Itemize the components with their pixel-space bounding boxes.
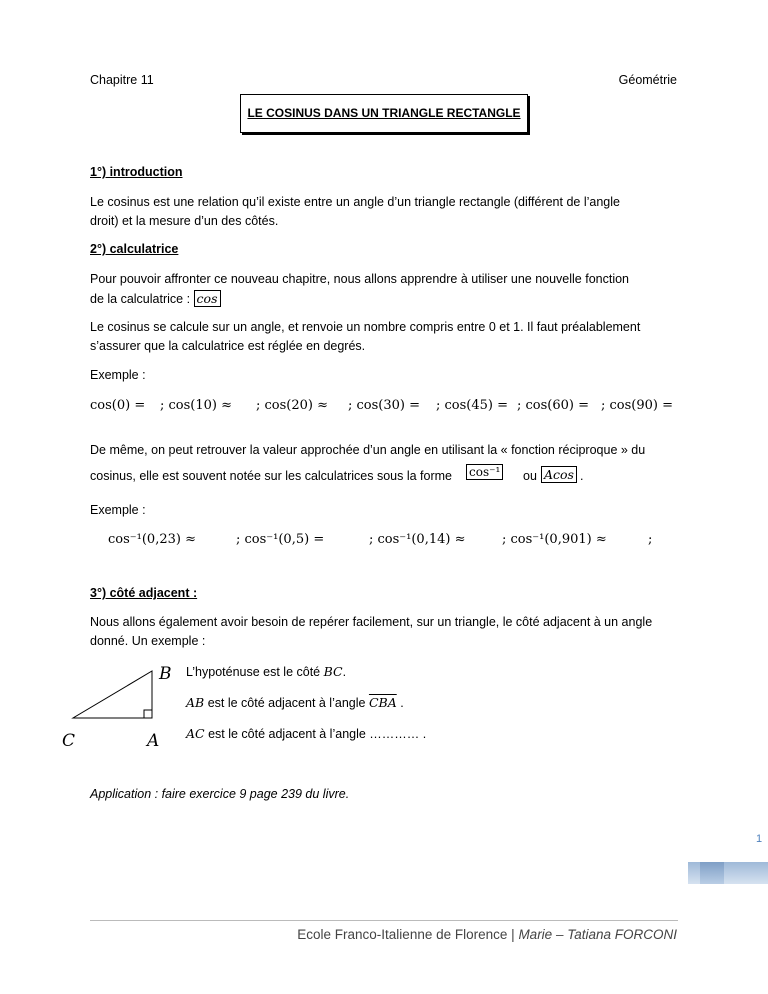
cos-example-10: ; cos(10) ≈ [160,398,233,413]
triangle-shape [73,671,152,718]
acos-example-end: ; [648,532,653,547]
acos-example-023: cos⁻¹(0,23) ≈ [108,532,196,547]
hypotenuse-line [186,664,346,679]
ab-end: . [400,696,404,710]
footer-divider [90,920,678,921]
footer-school: Ecole Franco-Italienne de Florence [297,927,508,942]
subject-label: Géométrie [618,73,677,87]
page-title: LE COSINUS DANS UN TRIANGLE RECTANGLE [247,106,521,120]
title-box [240,94,528,133]
page-tab-shadow [700,862,724,884]
chapter-label: Chapitre 11 [90,73,154,87]
example-label-1: Exemple : [90,368,146,382]
section2-p3-line2: cosinus, elle est souvent notée sur les calculatrices sous la forme [90,469,452,483]
triangle-diagram [60,656,180,748]
ab-side: AB [186,695,205,710]
section2-paragraph2 [90,318,680,356]
cos-example-20: ; cos(20) ≈ [256,398,329,413]
acos-example-014: ; cos⁻¹(0,14) ≈ [369,532,466,547]
section1-line2: droit) et la mesure d’un des côtés. [90,214,279,228]
section2-p1-line2: de la calculatrice : [90,292,191,306]
page-number: 1 [756,833,763,845]
cos-example-30: ; cos(30) = [348,398,421,413]
ab-angle: $\overline{CBA}$ [368,695,397,710]
cos-example-45: ; cos(45) = [436,398,509,413]
section3-heading: 3°) côté adjacent : [90,586,198,600]
hypotenuse-end: . [342,665,347,679]
acos-key: Acos [541,466,577,483]
section1-line1: Le cosinus est une relation qu’il existe entre un angle d’un triangle rectangle (différent de l’angle [90,195,620,209]
cos-key: cos [194,290,221,307]
ac-line [186,726,426,741]
section3-text [90,613,680,651]
ab-text: est le côté adjacent à l’angle [207,696,366,710]
footer-author: Marie – Tatiana FORCONI [518,927,677,942]
section2-heading: 2°) calculatrice [90,242,179,256]
ac-side: AC [186,726,205,741]
footer [297,927,677,942]
cos-example-0: cos(0) = [90,398,146,413]
example-label-2: Exemple : [90,503,146,517]
section3-line2: donné. Un exemple : [90,634,206,648]
cos-example-90: ; cos(90) = [601,398,674,413]
ab-line [186,695,404,710]
section1-heading: 1°) introduction [90,165,183,179]
application-note: Application : faire exercice 9 page 239 du livre. [90,787,350,801]
section1-text [90,193,680,231]
section2-paragraph1 [90,270,680,309]
section2-p2-line1: Le cosinus se calcule sur un angle, et renvoie un nombre compris entre 0 et 1. Il faut préalablement [90,320,641,334]
acos-example-0901: ; cos⁻¹(0,901) ≈ [502,532,607,547]
or-word: ou [523,469,537,483]
period: . [580,469,584,483]
footer-separator: | [511,927,515,942]
acos-example-05: ; cos⁻¹(0,5) = [236,532,325,547]
section2-p1-line1: Pour pouvoir affronter ce nouveau chapitre, nous allons apprendre à utiliser une nouvelle fonction [90,272,630,286]
inverse-cos-key: cos⁻¹ [466,464,503,480]
vertex-label-b: B [159,664,172,684]
vertex-label-c: C [62,731,76,748]
vertex-label-a: A [147,731,160,748]
hypotenuse-text: L’hypoténuse est le côté [186,665,321,679]
hypotenuse-side: BC [323,664,343,679]
right-angle-mark [144,710,152,718]
section2-p3-line1: De même, on peut retrouver la valeur approchée d’un angle en utilisant la « fonction réciproque » du [90,443,646,457]
section2-p2-line2: s’assurer que la calculatrice est réglée en degrés. [90,339,366,353]
cos-example-60: ; cos(60) = [517,398,590,413]
section3-line1: Nous allons également avoir besoin de repérer facilement, sur un triangle, le côté adjacent à un angle [90,615,653,629]
ac-text: est le côté adjacent à l’angle ………… . [208,727,427,741]
